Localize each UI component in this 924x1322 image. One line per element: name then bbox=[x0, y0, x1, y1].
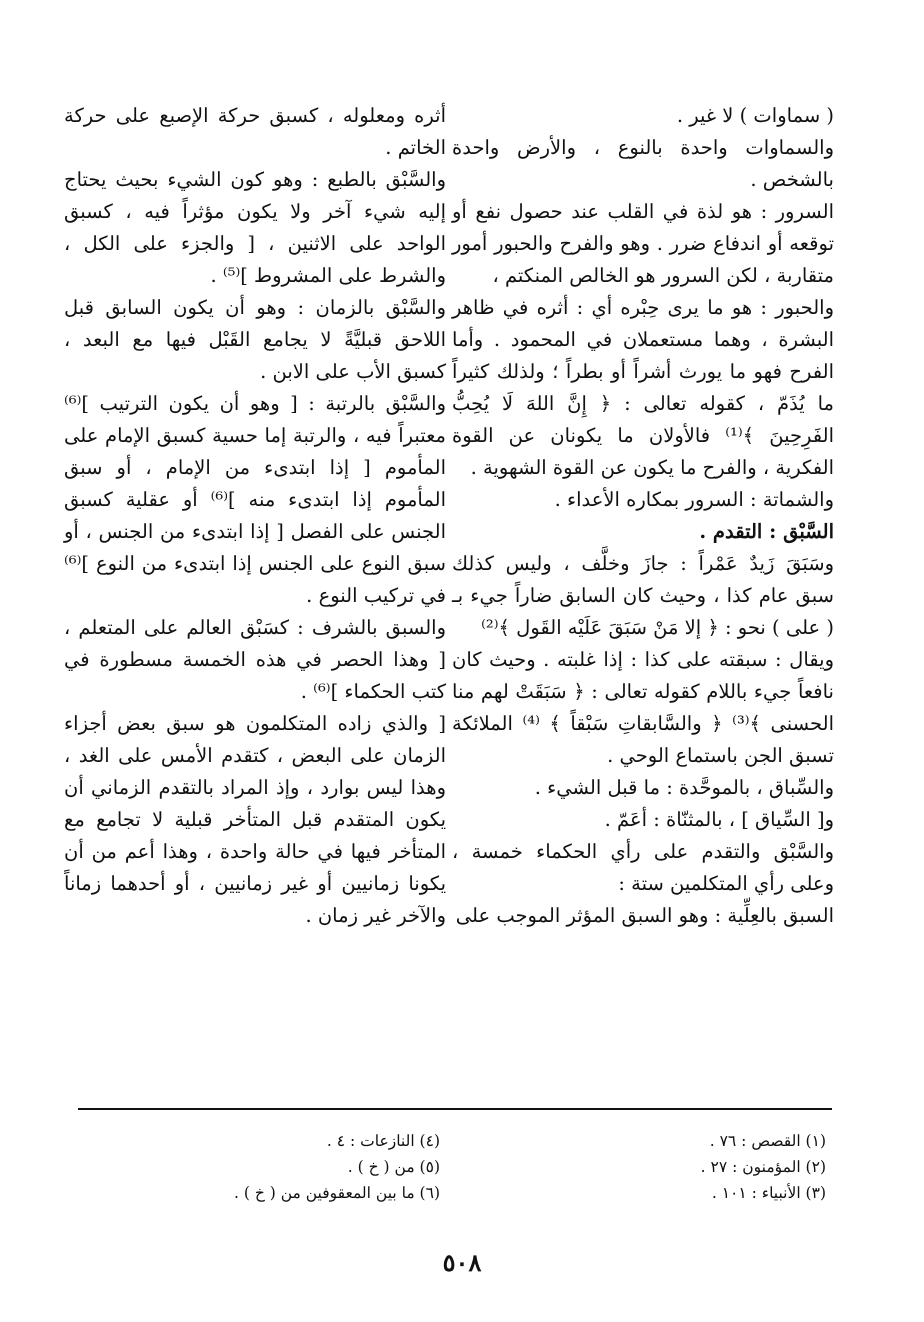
paragraph-sabq-lam: ويقال : سبقته على كذا : إذا غلبته . وحيث كان نافعاً جيء باللام كقوله تعالى : ﴿ سَبَقَتْ لهم منا الحسنى ﴾⁽³⁾ ﴿ والسَّابقاتِ سَبْقاً ﴾ ⁽⁴⁾ الملائكة تسبق الجن باستماع الوحي . bbox=[452, 648, 834, 767]
right-text-column bbox=[452, 100, 834, 932]
paragraph-siyaq: و[ السِّياق ] ، بالمثنّاة : أعَمّ . bbox=[604, 808, 834, 831]
paragraph-sabq-rutba: والسَّبْق بالرتبة : [ وهو أن يكون الترتيب ]⁽⁶⁾ معتبراً فيه ، والرتبة إما حسية كسبق الإمام على المأموم [ إذا ابتدىء من الإمام ، أو سبق المأموم إذا ابتدىء منه ]⁽⁶⁾ أو عقلية كسبق الجنس على الفصل [ إذا ابتدىء من الجنس ، أو سبق النوع على الجنس إذا ابتدىء من النوع ]⁽⁶⁾ في تركيب النوع . bbox=[64, 392, 446, 607]
paragraph-sabq-zaman: والسَّبْق بالزمان : وهو أن يكون السابق قبل اللاحق قبليَّةً لا يجامع القَبْل فيها مع البعد ، كسبق الأب على الابن . bbox=[64, 296, 446, 383]
paragraph-sabq-sharaf: والسبق بالشرف : كسَبْق العالم على المتعلم ، [ وهذا الحصر في هذه الخمسة مسطورة في كتب الحكماء ]⁽⁶⁾ . bbox=[64, 616, 446, 703]
paragraph-sabq-types: والسَّبْق والتقدم على رأي الحكماء خمسة ، وعلى رأي المتكلمين ستة : bbox=[452, 840, 834, 895]
paragraph-sabq-heading: السَّبْق : التقدم . bbox=[699, 520, 834, 543]
footnote-1: (١) القصص : ٧٦ . bbox=[709, 1132, 826, 1150]
footnotes-left bbox=[70, 1128, 440, 1206]
paragraph-shamata-definition: والشماتة : السرور بمكاره الأعداء . bbox=[554, 488, 834, 511]
paragraph-sabq-usage: وسَبَقَ زَيدٌ عَمْراً : جازَ وخلَّف ، وليس كذلك سبق عام كذا ، وحيث كان السابق ضاراً جيء بـ ( على ) نحو : ﴿ إلا مَنْ سَبَقَ عَلَيْه القَول ﴾⁽²⁾ bbox=[452, 552, 834, 639]
footnote-divider bbox=[78, 1108, 832, 1110]
footnote-4: (٤) النازعات : ٤ . bbox=[326, 1132, 440, 1150]
footnote-3: (٣) الأنبياء : ١٠١ . bbox=[711, 1184, 826, 1202]
paragraph-heavens-end: ( سماوات ) لا غير . bbox=[676, 104, 834, 127]
footnote-2: (٢) المؤمنون : ٢٧ . bbox=[700, 1158, 826, 1176]
paragraph-heavens-unity: والسماوات واحدة بالنوع ، والأرض واحدة بالشخص . bbox=[452, 136, 834, 191]
footnote-5: (٥) من ( خ ) . bbox=[347, 1158, 440, 1176]
page-number: ٥٠٨ bbox=[442, 1248, 482, 1277]
paragraph-illiya-cont: أثره ومعلوله ، كسبق حركة الإصبع على حركة الخاتم . bbox=[64, 104, 446, 159]
paragraph-sabq-illiya: السبق بالعِلِّية : وهو السبق المؤثر الموجب على bbox=[455, 904, 834, 927]
footnote-6: (٦) ما بين المعقوفين من ( خ ) . bbox=[234, 1184, 440, 1202]
paragraph-sabq-tab: والسَّبْق بالطبع : وهو كون الشيء بحيث يحتاج إليه شيء آخر ولا يكون مؤثراً فيه ، كسبق الواحد على الاثنين ، [ والجزء على الكل ، والشرط على المشروط ]⁽⁵⁾ . bbox=[64, 168, 446, 287]
paragraph-sibaq: والسِّباق ، بالموحَّدة : ما قبل الشيء . bbox=[534, 776, 834, 799]
paragraph-hubur-definition: والحبور : هو ما يرى حِبْره أي : أثره في ظاهر البشرة ، وهما مستعملان في المحمود . وأما الفرح فهو ما يورث أشراً أو بطراً ؛ ولذلك كثيراً ما يُذَمّ ، كقوله تعالى : ﴿ إِنَّ اللهَ لَا يُحِبُّ الفَرِحِينَ ﴾⁽¹⁾ فالأولان ما يكونان عن القوة الفكرية ، والفرح ما يكون عن القوة الشهوية . bbox=[452, 296, 834, 479]
paragraph-mutakallimun: [ والذي زاده المتكلمون هو سبق بعض أجزاء الزمان على البعض ، كتقدم الأمس على الغد ، وهذا ليس بوارد ، وإذ المراد بالتقدم الزماني أن يكون المتقدم قبل المتأخر قبلية لا تجامع مع المتأخر فيها في حالة واحدة ، وهذا أعم من أن يكونا زمانيين أو غير زمانيين ، أو أحدهما زماناً والآخر غير زمان . bbox=[64, 712, 446, 927]
paragraph-surur-definition: السرور : هو لذة في القلب عند حصول نفع أو توقعه أو اندفاع ضرر . وهو والفرح والحبور أمور متقاربة ، لكن السرور هو الخالص المنكتم ، bbox=[452, 200, 834, 287]
left-text-column bbox=[64, 100, 446, 932]
footnotes-right bbox=[456, 1128, 826, 1206]
